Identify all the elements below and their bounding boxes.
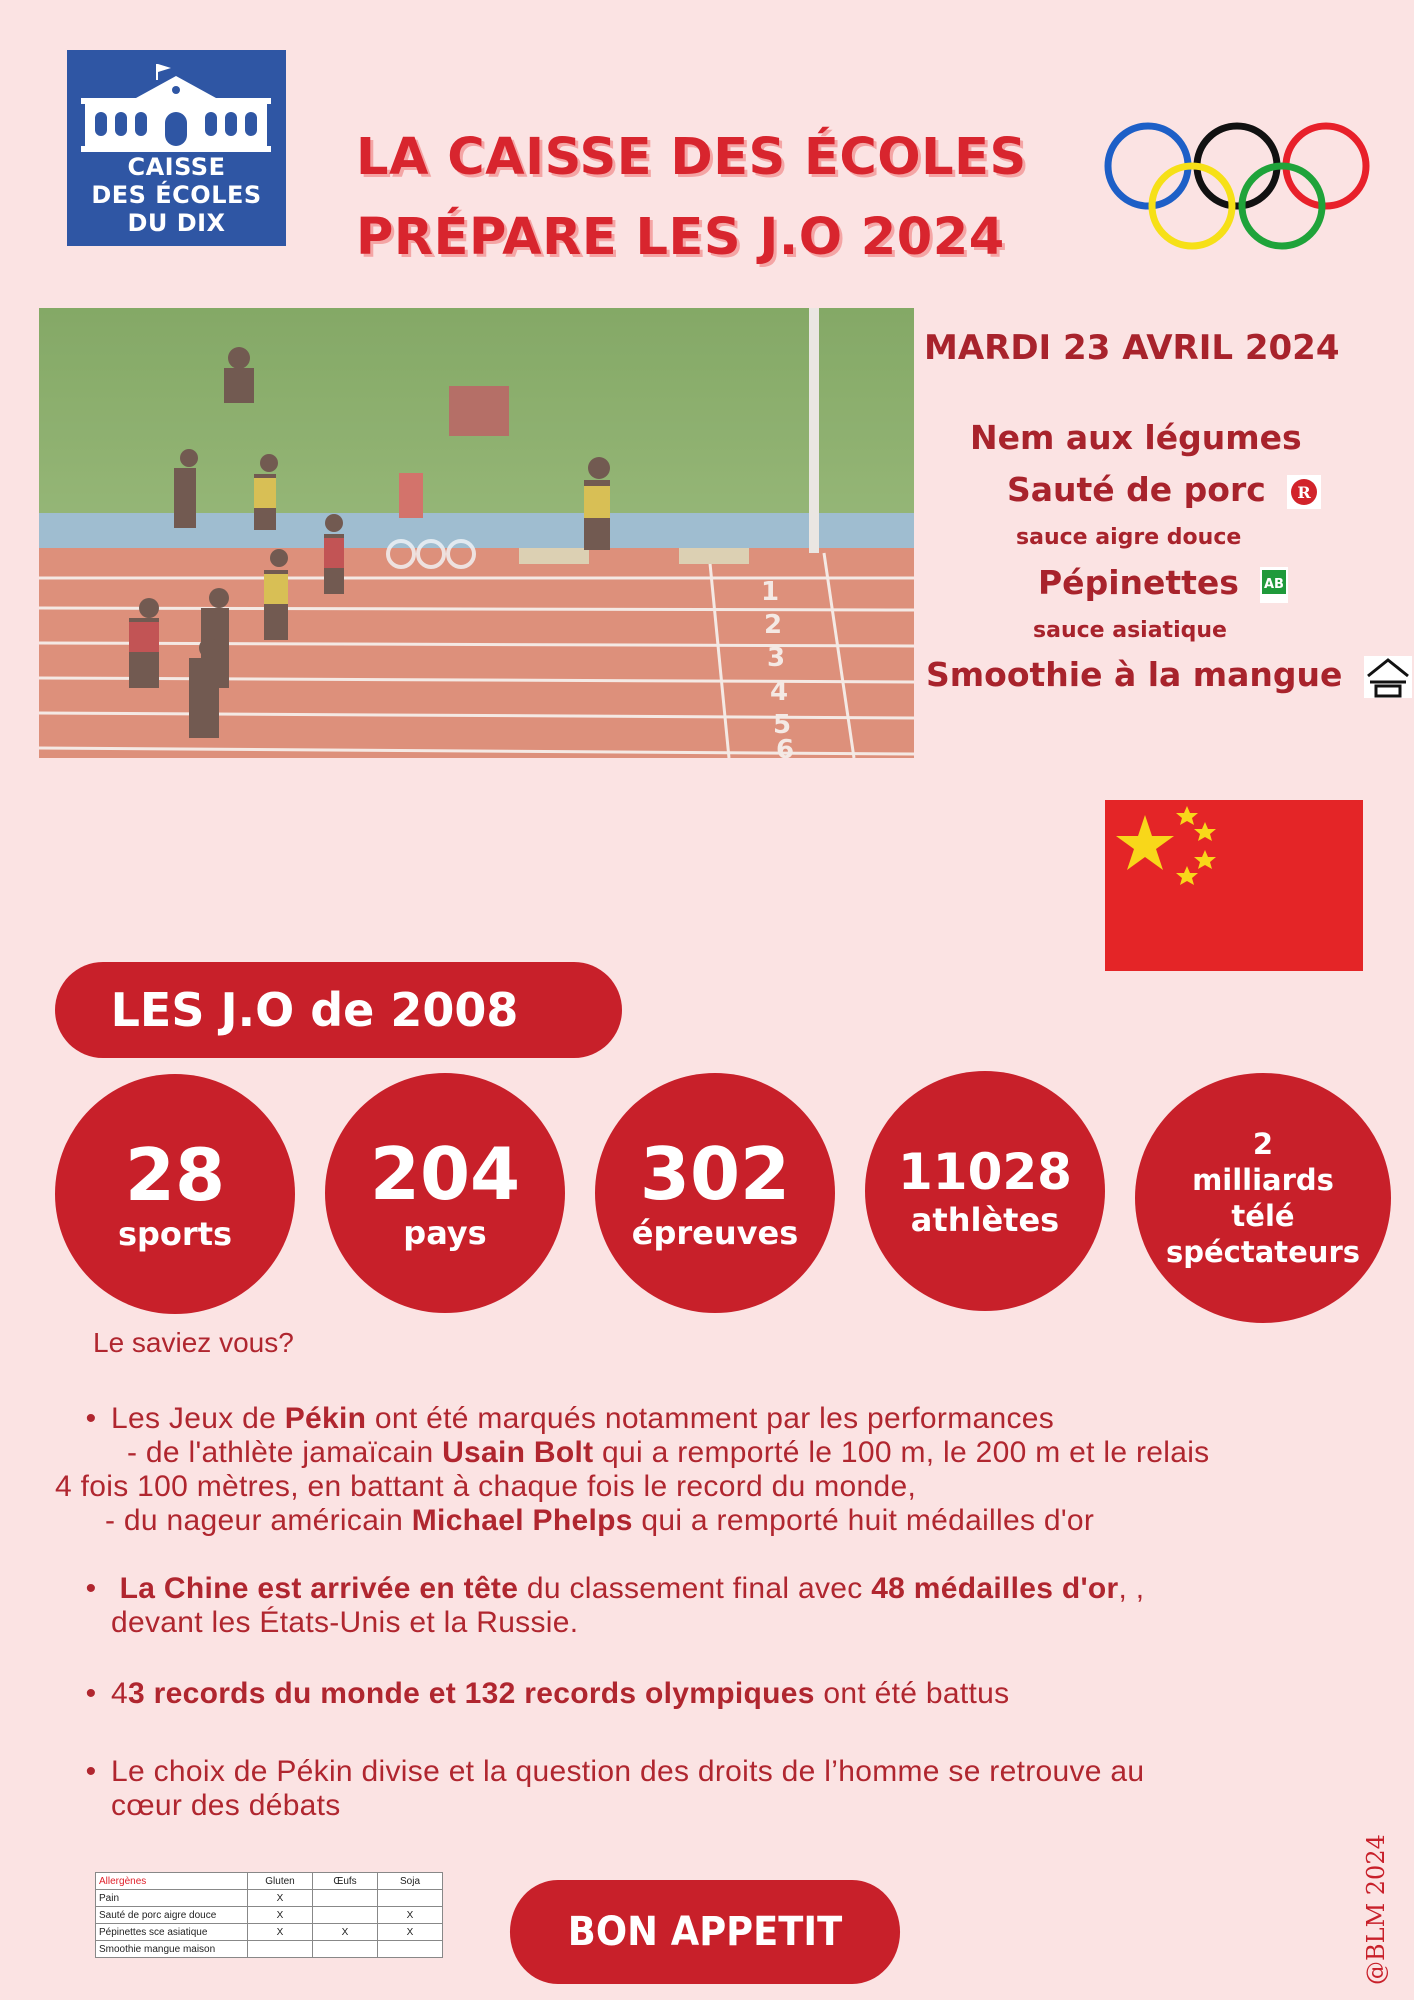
svg-text:AB: AB bbox=[1264, 576, 1285, 592]
menu-item-sauce-asiatique: sauce asiatique bbox=[1033, 618, 1227, 643]
stat-athletes-label: athlètes bbox=[910, 1201, 1060, 1239]
stat-spectateurs-label-2: télé bbox=[1231, 1199, 1295, 1233]
stat-spectateurs-value: 2 bbox=[1252, 1127, 1274, 1161]
allergen-header-row bbox=[96, 1873, 443, 1890]
menu-item-nem: Nem aux légumes bbox=[970, 418, 1302, 457]
stat-athletes-value: 11028 bbox=[898, 1143, 1072, 1201]
fact-3: • 43 records du monde et 132 records olympiques ont été battus bbox=[55, 1677, 1360, 1711]
stat-spectateurs-label-3: spéctateurs bbox=[1165, 1235, 1361, 1269]
menu-item-pepinettes: Pépinettes AB bbox=[1038, 563, 1288, 603]
fact-1: • Les Jeux de Pékin ont été marqués notamment par les performances - de l'athlète jamaïcain Usain Bolt qui a remporté le 100 m, le 200 m et le relais 4 fois 100 mètres, en battant à chaque fois le record du monde, - du nageur américain Michael Phelps qui a remporté huit médailles d'or bbox=[55, 1402, 1210, 1537]
allergen-header: Allergènes bbox=[96, 1873, 248, 1890]
menu-item-smoothie: Smoothie à la mangue bbox=[926, 655, 1412, 698]
logo-line-2: DES ÉCOLES bbox=[91, 181, 262, 209]
homemade-icon bbox=[1364, 656, 1412, 698]
allergen-header: Soja bbox=[378, 1873, 443, 1890]
bullet-icon: • bbox=[85, 1402, 97, 1435]
ab-organic-icon bbox=[1260, 567, 1288, 603]
school-building-icon bbox=[81, 62, 271, 152]
menu-date: MARDI 23 AVRIL 2024 bbox=[924, 328, 1340, 368]
logo-line-1: CAISSE bbox=[127, 153, 226, 181]
title-line-2: PRÉPARE LES J.O 2024 bbox=[356, 208, 1005, 267]
svg-text:6: 6 bbox=[776, 735, 795, 758]
table-row: Pépinettes sce asiatique X X X bbox=[96, 1924, 443, 1941]
table-row: Pain X bbox=[96, 1890, 443, 1907]
caisse-des-ecoles-logo bbox=[67, 50, 286, 246]
title-line-1: LA CAISSE DES ÉCOLES bbox=[356, 128, 1027, 187]
svg-text:4: 4 bbox=[770, 677, 789, 707]
table-row: Smoothie mangue maison bbox=[96, 1941, 443, 1958]
stat-sports-label: sports bbox=[117, 1215, 233, 1253]
stat-pays-label: pays bbox=[403, 1214, 487, 1252]
allergen-table bbox=[95, 1872, 443, 1958]
fact-2: • La Chine est arrivée en tête du classement final avec 48 médailles d'or, , devant les États-Unis et la Russie. bbox=[55, 1572, 1360, 1640]
china-flag-icon bbox=[1105, 800, 1363, 971]
bullet-icon: • bbox=[85, 1677, 97, 1710]
bullet-icon: • bbox=[85, 1755, 97, 1788]
table-row: Sauté de porc aigre douce X X bbox=[96, 1907, 443, 1924]
stat-sports bbox=[55, 1074, 295, 1314]
jo-2008-banner: LES J.O de 2008 bbox=[55, 962, 622, 1058]
menu-item-sauce-aigre-douce: sauce aigre douce bbox=[1016, 525, 1242, 550]
did-you-know-heading: Le saviez vous? bbox=[93, 1327, 294, 1358]
menu-item-saute-de-porc: Sauté de porc R bbox=[1007, 470, 1321, 509]
svg-text:R: R bbox=[1297, 482, 1311, 502]
sprint-race-photo bbox=[39, 308, 914, 758]
credit-text: @BLM 2024 bbox=[1362, 1834, 1390, 1985]
stat-athletes bbox=[865, 1071, 1105, 1311]
stat-pays-value: 204 bbox=[369, 1132, 521, 1216]
svg-text:5: 5 bbox=[773, 710, 792, 740]
allergen-header: Œufs bbox=[313, 1873, 378, 1890]
stat-pays bbox=[325, 1073, 565, 1313]
svg-text:1: 1 bbox=[761, 577, 780, 607]
label-rouge-icon bbox=[1287, 475, 1321, 509]
page-title bbox=[356, 118, 1096, 278]
olympic-rings-icon bbox=[1102, 120, 1374, 252]
stat-sports-value: 28 bbox=[124, 1133, 226, 1217]
svg-text:2: 2 bbox=[764, 610, 783, 640]
bullet-icon: • bbox=[85, 1572, 97, 1605]
stat-spectateurs-label-1: milliards bbox=[1192, 1163, 1334, 1197]
stat-spectateurs bbox=[1135, 1073, 1391, 1323]
logo-line-3: DU DIX bbox=[127, 209, 226, 237]
stat-epreuves bbox=[595, 1073, 835, 1313]
bon-appetit-banner: BON APPETIT bbox=[510, 1880, 900, 1984]
stat-epreuves-label: épreuves bbox=[631, 1214, 799, 1252]
fact-4: • Le choix de Pékin divise et la question des droits de l’homme se retrouve au cœur des débats bbox=[55, 1755, 1360, 1823]
svg-text:3: 3 bbox=[767, 643, 786, 673]
stat-epreuves-value: 302 bbox=[639, 1132, 791, 1216]
allergen-header: Gluten bbox=[248, 1873, 313, 1890]
